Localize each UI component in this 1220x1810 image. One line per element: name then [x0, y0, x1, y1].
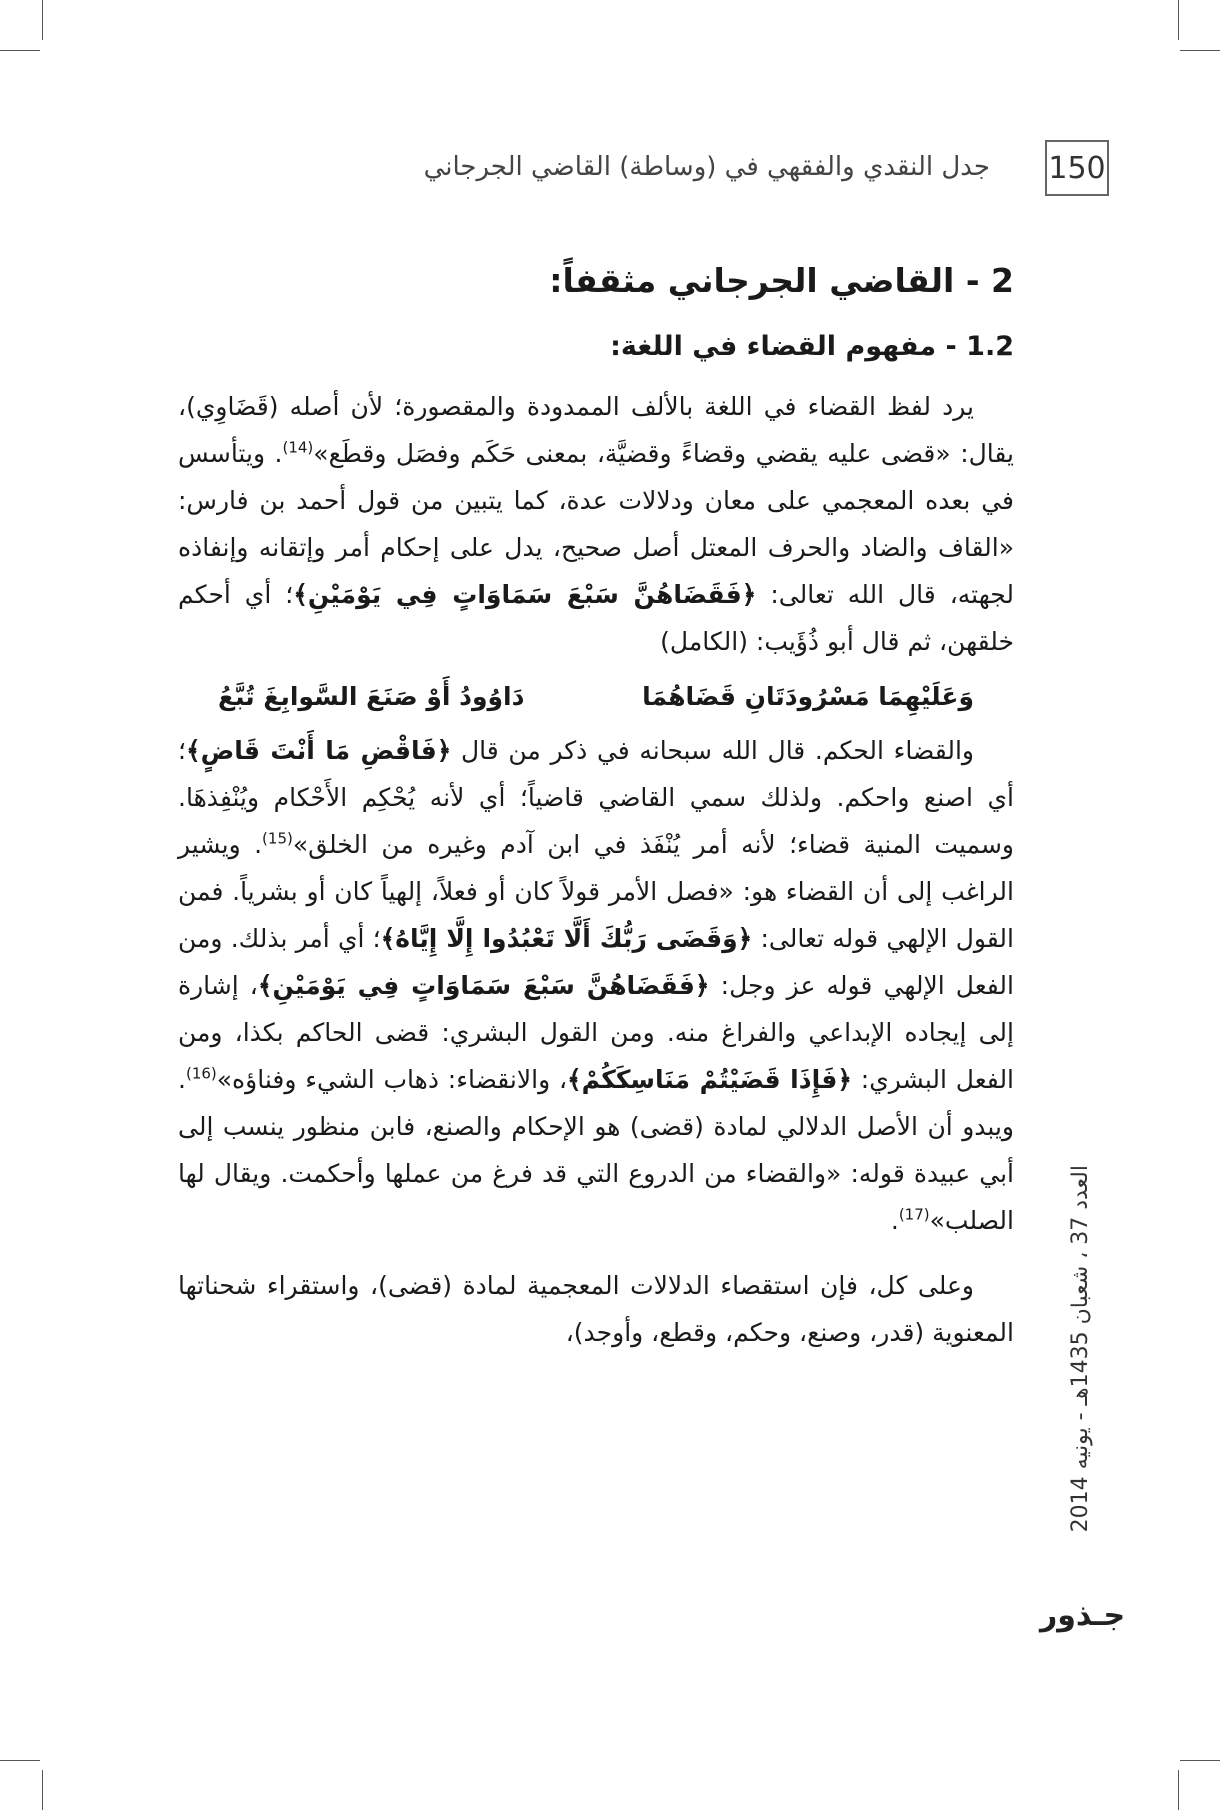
quran-quote-5: ﴿فَإِذَا قَضَيْتُمْ مَنَاسِكَكُمْ﴾ — [567, 1065, 852, 1094]
crop-mark-bottom-right — [1180, 1760, 1220, 1761]
quran-quote-2: ﴿فَاقْضِ مَا أَنْتَ قَاضٍ﴾ — [185, 736, 452, 765]
verse-first-hemistich: وَعَلَيْهِمَا مَسْرُودَتَانِ قَضَاهُمَا — [642, 682, 974, 711]
paragraph-1: يرد لفظ القضاء في اللغة بالألف الممدودة والمقصورة؛ لأن أصله (قَضَاوِي)، يقال: «قضى عليه يقضي وقضاءً وقضيَّة، بمعنى حَكَم وفصَل وقطَع»$^{(14)}$. ويتأسس في بعده المعجمي على معان ودلالات عدة، كما يتبين من قول أحمد بن فارس: «القاف والضاد والحرف المعتل أصل صحيح، يدل على إحكام أمر وإتقانه وإنفاذه لجهته، قال الله تعالى: ﴿فَقَضَاهُنَّ سَبْعَ سَمَاوَاتٍ فِي يَوْمَيْنِ﴾؛ أي أحكم خلقهن، ثم قال أبو ذُؤَيب: (الكامل) — [178, 392, 1014, 656]
footnote-ref-14: (14) — [282, 438, 314, 457]
article-body — [178, 255, 1014, 1356]
footnote-ref-16: (16) — [185, 1064, 217, 1083]
quran-quote-3: ﴿وَقَضَى رَبُّكَ أَلَّا تَعْبُدُوا إِلَّا إِيَّاهُ﴾ — [380, 924, 753, 953]
crop-mark-bottom-right-v — [1178, 1770, 1179, 1810]
paragraph-3: وعلى كل، فإن استقصاء الدلالات المعجمية لمادة (قضى)، واستقراء شحناتها المعنوية (قدر، وصنع، وحكم، وقطع، وأوجد)، — [178, 1271, 1014, 1347]
crop-mark-top-right — [1180, 50, 1220, 51]
footnote-ref-17: (17) — [898, 1205, 930, 1224]
issue-info-vertical: العدد 37 ، شعبان 1435هـ - يونيه 2014 — [1068, 1165, 1093, 1533]
quran-quote-4: ﴿فَقَضَاهُنَّ سَبْعَ سَمَاوَاتٍ فِي يَوْمَيْنِ﴾ — [257, 971, 710, 1000]
journal-logo: جـذور — [1040, 1598, 1126, 1633]
crop-mark-top-left — [0, 50, 40, 51]
crop-mark-bottom-left — [0, 1760, 40, 1761]
subsection-heading: 1.2 - مفهوم القضاء في اللغة: — [610, 331, 1014, 362]
footnote-ref-15: (15) — [262, 829, 293, 848]
section-heading: 2 - القاضي الجرجاني مثقفاً: — [549, 261, 1014, 300]
crop-mark-bottom-left-v — [42, 1770, 43, 1810]
poetry-verse — [178, 665, 1014, 727]
crop-mark-top-left-v — [42, 0, 43, 40]
verse-second-hemistich: دَاوُودُ أَوْ صَنَعَ السَّوابِغَ تُبَّعُ — [218, 682, 525, 711]
quran-quote-1: ﴿فَقَضَاهُنَّ سَبْعَ سَمَاوَاتٍ فِي يَوْمَيْنِ﴾ — [293, 580, 757, 609]
page-number: 150 — [1045, 140, 1109, 196]
paragraph-2: والقضاء الحكم. قال الله سبحانه في ذكر من قال ﴿فَاقْضِ مَا أَنْتَ قَاضٍ﴾؛ أي اصنع واحكم. ولذلك سمي القاضي قاضياً؛ أي لأنه يُحْكِم الأَحْكام ويُنْفِذهَا. وسميت المنية قضاء؛ لأنه أمر يُنْفَذ في ابن آدم وغيره من الخلق»$^{(15)}$. ويشير الراغب إلى أن القضاء هو: «فصل الأمر قولاً كان أو فعلاً، إلهياً كان أو بشرياً. فمن القول الإلهي قوله تعالى: ﴿وَقَضَى رَبُّكَ أَلَّا تَعْبُدُوا إِلَّا إِيَّاهُ﴾؛ أي أمر بذلك. ومن الفعل الإلهي قوله عز وجل: ﴿فَقَضَاهُنَّ سَبْعَ سَمَاوَاتٍ فِي يَوْمَيْنِ﴾، إشارة إلى إيجاده الإبداعي والفراغ منه. ومن القول البشري: قضى الحاكم بكذا، ومن الفعل البشري: ﴿فَإِذَا قَضَيْتُمْ مَنَاسِكَكُمْ﴾، والانقضاء: ذهاب الشيء وفناؤه»$^{(16)}$. ويبدو أن الأصل الدلالي لمادة (قضى) هو الإحكام والصنع، فابن منظور ينسب إلى أبي عبيدة قوله: «والقضاء من الدروع التي قد فرغ من عملها وأحكمت. ويقال لها الصلب»$^{(17)}$. — [178, 736, 1015, 1235]
running-title: جدل النقدي والفقهي في (وساطة) القاضي الجرجاني — [423, 152, 990, 182]
crop-mark-top-right-v — [1178, 0, 1179, 40]
